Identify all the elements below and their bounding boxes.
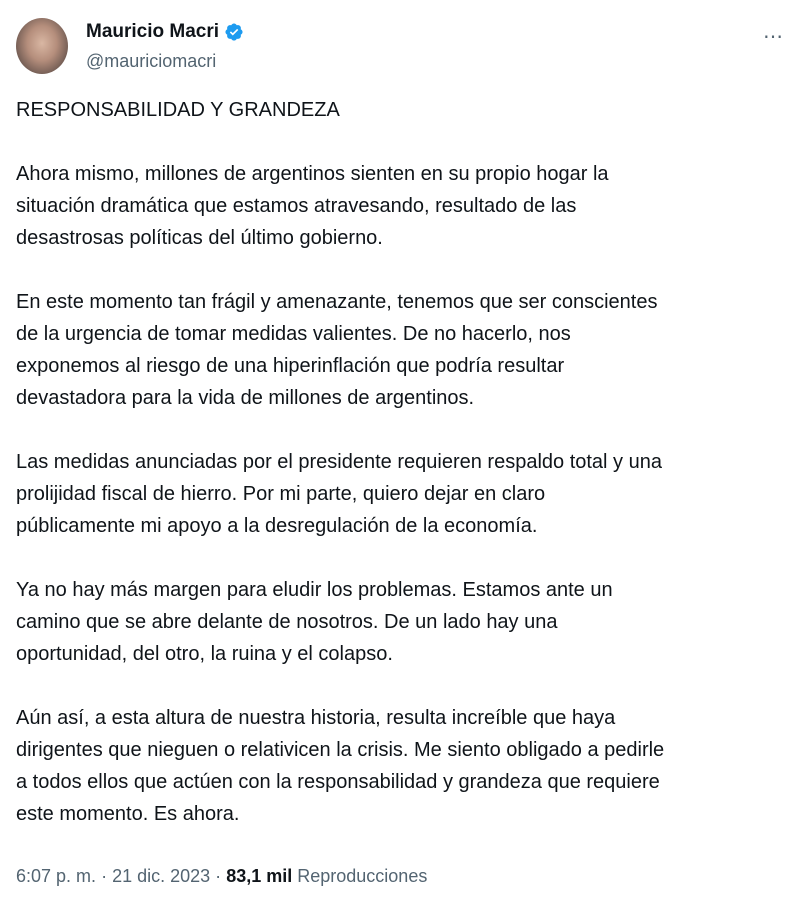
separator: · — [101, 866, 108, 886]
tweet-paragraph — [16, 446, 796, 542]
avatar[interactable] — [16, 18, 68, 74]
view-count: 83,1 mil — [226, 866, 293, 886]
views-label: Reproducciones — [297, 866, 428, 886]
author-name-row — [86, 21, 244, 43]
text-line: de la urgencia de tomar medidas valientes. De no hacerlo, nos — [16, 323, 571, 345]
text-line: oportunidad, del otro, la ruina y el colapso. — [16, 643, 393, 665]
text-line: Las medidas anunciadas por el presidente requieren respaldo total y una — [16, 451, 662, 473]
text-line: dirigentes que nieguen o relativicen la crisis. Me siento obligado a pedirle — [16, 739, 665, 761]
tweet-text — [16, 94, 796, 862]
text-line: exponemos al riesgo de una hiperinflación que podría resultar — [16, 355, 565, 377]
tweet-paragraph — [16, 702, 796, 830]
text-line: RESPONSABILIDAD Y GRANDEZA — [16, 99, 340, 121]
text-line: prolijidad fiscal de hierro. Por mi parte, quiero dejar en claro — [16, 483, 546, 505]
author-name[interactable]: Mauricio Macri — [86, 21, 220, 42]
text-line: desastrosas políticas del último gobierno. — [16, 227, 383, 249]
tweet-title — [16, 94, 796, 126]
tweet-paragraph — [16, 574, 796, 670]
text-line: devastadora para la vida de millones de argentinos. — [16, 387, 475, 409]
more-options-icon[interactable]: ⋯ — [763, 26, 784, 48]
text-line: Aún así, a esta altura de nuestra historia, resulta increíble que haya — [16, 707, 616, 729]
text-line: este momento. Es ahora. — [16, 803, 240, 825]
verified-badge-icon — [224, 22, 244, 42]
text-line: a todos ellos que actúen con la responsabilidad y grandeza que requiere — [16, 771, 660, 793]
text-line: camino que se abre delante de nosotros. De un lado hay una — [16, 611, 558, 633]
author-handle[interactable]: @mauriciomacri — [86, 51, 217, 71]
tweet-date[interactable]: 21 dic. 2023 — [112, 866, 211, 886]
text-line: situación dramática que estamos atravesando, resultado de las — [16, 195, 577, 217]
text-line: En este momento tan frágil y amenazante, tenemos que ser conscientes — [16, 291, 658, 313]
tweet-paragraph — [16, 158, 796, 254]
separator: · — [215, 866, 222, 886]
text-line: públicamente mi apoyo a la desregulación de la economía. — [16, 515, 538, 537]
tweet-meta — [16, 866, 427, 887]
text-line: Ahora mismo, millones de argentinos sienten en su propio hogar la — [16, 163, 609, 185]
tweet-paragraph — [16, 286, 796, 414]
tweet-time[interactable]: 6:07 p. m. — [16, 866, 97, 886]
text-line: Ya no hay más margen para eludir los problemas. Estamos ante un — [16, 579, 613, 601]
tweet-header — [16, 18, 784, 78]
